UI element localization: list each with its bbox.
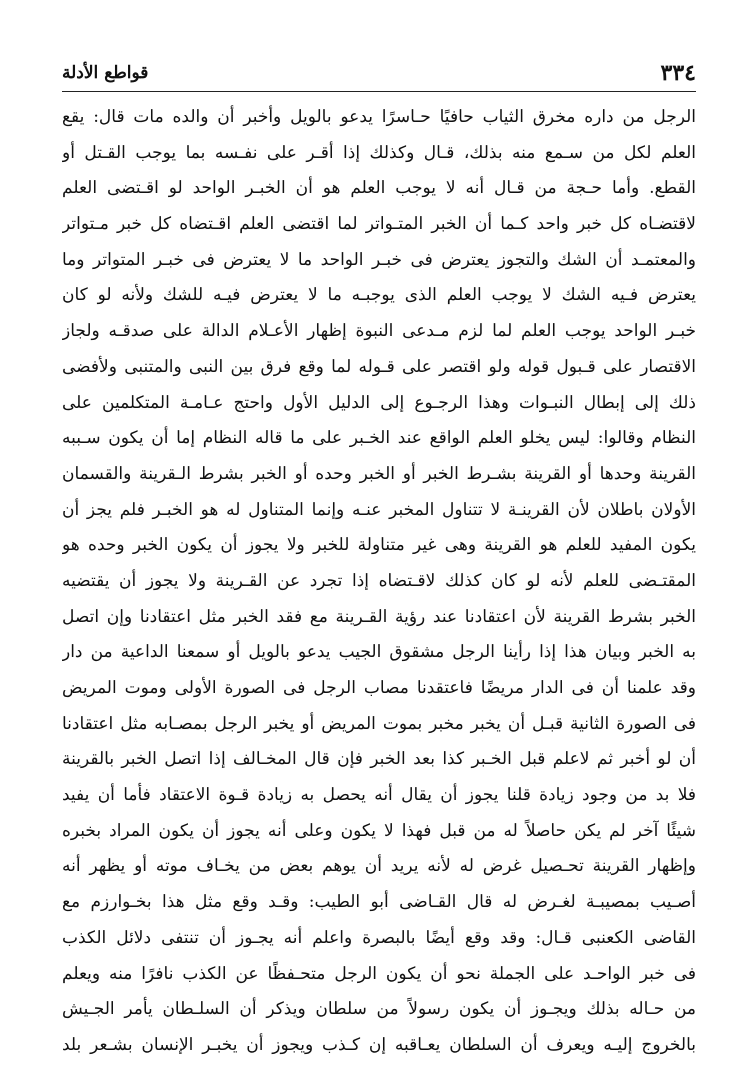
text-line: خبـر الواحد يوجب العلم لما لزم مـدعى النبوة إظهار الأعـلام الدالة على صدقـه ولجاز [62, 321, 696, 342]
text-line: الرجل من داره مخرق الثياب حافيًا حـاسرًا يدعو بالويل وأخبر أن والده مات قال: يقع [62, 107, 696, 127]
text-line: لاقتضـاه كل خبر واحد كـما أن الخبر المتـواتر لما اقتضى العلم اقـتضاه كل خبر مـتواتر [62, 214, 696, 235]
text-line: القاضى الكعنبى قـال: وقد وقع أيضًا بالبصرة واعلم أنه يجـوز أن تنتفى دلائل الكذب [62, 927, 696, 948]
text-line: أصـيب بمصيبـة لغـرض له قال القـاضى أبو الطيب: وقـد وقع مثل هذا بخـوارزم مع [62, 892, 696, 913]
text-line: يعترض فـيه الشك لا يوجب العلم الذى يوجبـه ما لا يعترض فيـه للشك ولأنه لو كان [62, 285, 696, 306]
text-line: العلم لكل من سـمع منه بذلك، قـال وكذلك إذا أقـر على نفـسه بما يوجب القـتل أو [62, 142, 696, 163]
text-line: النظام وقالوا: ليس يخلو العلم الواقع عند الخـبر على ما قاله النظام إما أن يكون سـببه [62, 428, 696, 449]
book-title: قواطع الأدلة [62, 63, 149, 83]
text-line: القرينة وحدها أو القرينة بشـرط الخبر أو الخبر وحده أو الخبر بشرط الـقرينة والقسمان [62, 463, 696, 484]
text-line: فلا بد من وجود زيادة قلنا يجوز أن يقال أنه يحصل به زيادة قـوة الاعتقاد فأما أن يفيد [62, 785, 696, 806]
text-line: الخبر بشرط القرينة لأن اعتقادنا عند رؤية القـرينة مع فقد الخبر مثل اعتقادنا وإن اتصل [62, 606, 696, 627]
text-line: به الخبر وبيان هذا إذا رأينا الرجل مشقوق الجيب يدعو بالويل أو سمعنا الداعية من دار [62, 642, 696, 663]
text-line: أن لو أخبر ثم لاعلم قبل الخـبر كذا بعد الخبر فإن قال المخـالف إذا اتصل الخبر بالقرينة [62, 749, 696, 770]
page-header [62, 58, 696, 88]
text-line: ذلك إلى إبطال النبـوات وهذا الرجـوع إلى الدليل الأول واحتج عـامـة المتكلمين على [62, 392, 696, 413]
text-line: وقد علمنا أن فى الدار مريضًا فاعتقدنا مصاب الرجل فى الصورة الأولى وموت المريض [62, 678, 696, 698]
header-divider [62, 91, 696, 92]
page-number: ٣٣٤ [660, 60, 696, 86]
text-line: الاقتصار على قـبول قوله ولو اقتصر على قـوله لما وقع فرق بين النبى والمتنبى ولأفضى [62, 356, 696, 377]
text-line: والمعتمـد أن الشك والتجوز يعترض فى خبـر الواحد ما لا يعترض فى خبـر المتواتر وما [62, 249, 696, 270]
text-line: المقتـضى للعلم لأنه لو كان كذلك لاقـتضاه إذا تجرد عن القـرينة ولا يجوز أن يقتضيه [62, 570, 696, 591]
text-line: القطع. وأما حـجة من قـال أنه لا يوجب العلم هو أن الخبـر الواحد لو اقـتضى العلم [62, 178, 696, 199]
text-line: فى الصورة الثانية قبـل أن يخبر مخبر بموت المريض أو يخبر الرجل بمصـابه مثل اعتقادنا [62, 713, 696, 734]
text-line: من حـاله بذلك ويجـوز أن يكون رسولاً من سلطان ويذكر أن السلـطان يأمر الجـيش [62, 999, 696, 1020]
text-line: يكون المفيد للعلم هو القرينة وهى غير متناولة للخبر ولا يجوز أن يكون الخبر وحده هو [62, 535, 696, 556]
text-line: فى خبر الواحـد على الجملة نحو أن يكون الرجل متحـفظًا عن الكذب نافرًا منه ويعلم [62, 963, 696, 984]
text-line: بالخروج إليـه ويعرف أن السلطان يعـاقبه إن كـذب ويجوز أن يخبـر الإنسان بشـعر بلد [62, 1034, 696, 1055]
text-line: وإظهار القرينة تحـصيل غرض له لأنه يريد أن يوهم بعض من يخـاف موته أو يظهر أنه [62, 856, 696, 877]
body-text [62, 100, 696, 1064]
text-line: الأولان باطلان لأن القرينـة لا تتناول المخبر عنـه وإنما المتناول له هو الخبـر فلم يجز أن [62, 499, 696, 520]
text-line: شيئًا آخر لم يكن حاصلاً له من قبل فهذا لا يكون وعلى أنه يجوز أن يكون المراد بخبره [62, 820, 696, 841]
